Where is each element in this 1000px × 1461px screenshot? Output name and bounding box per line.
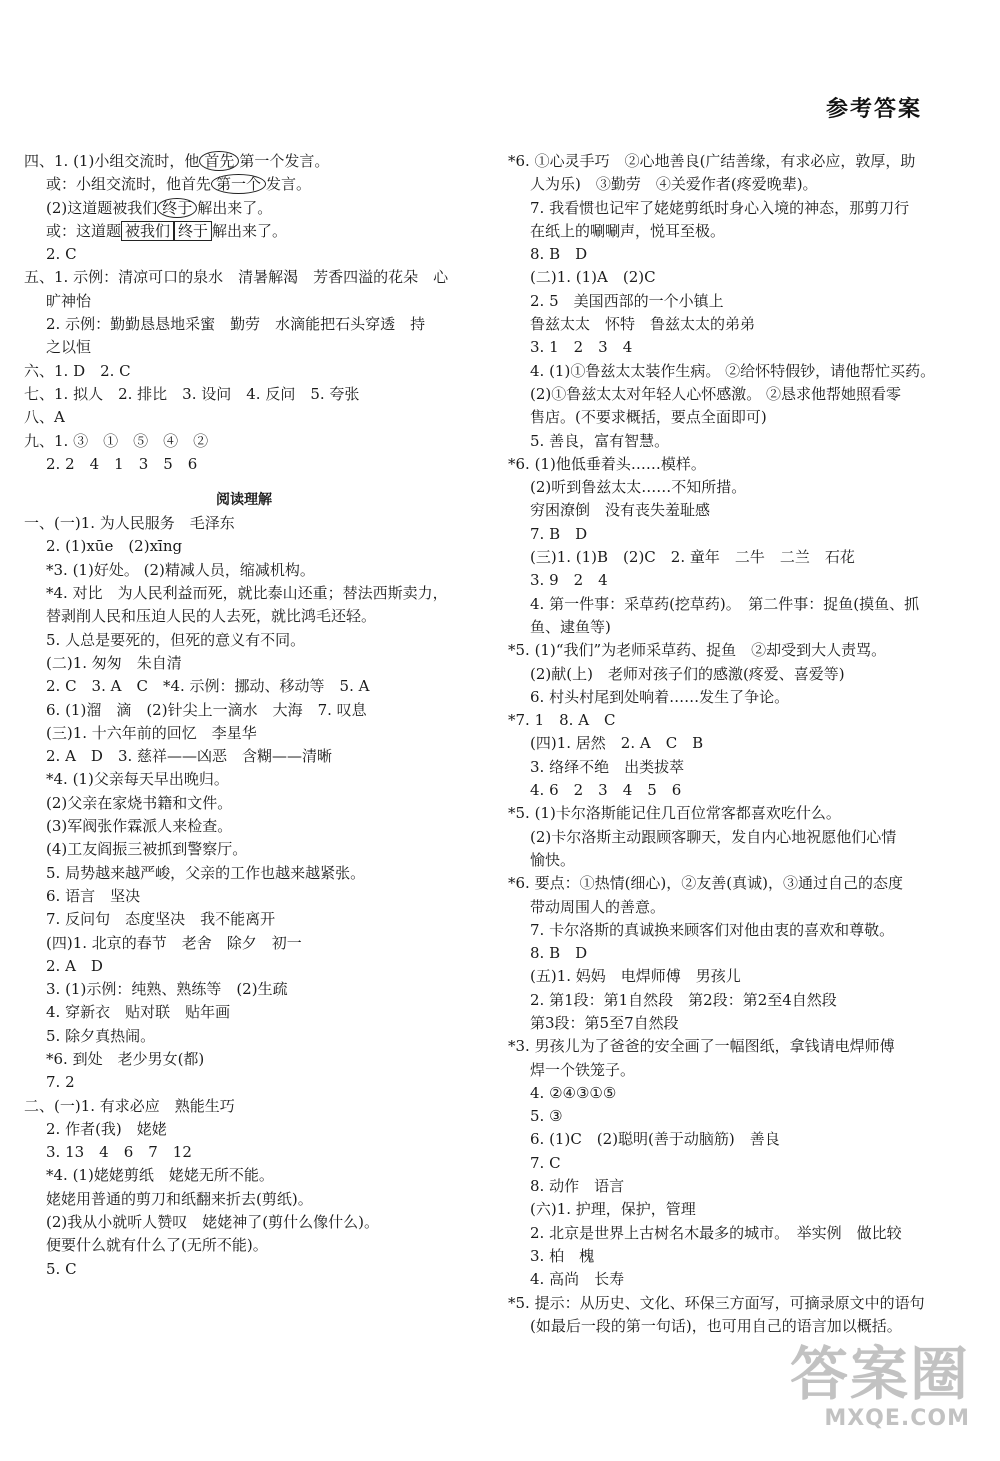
text-segment: (2)这道题被我们 (46, 198, 158, 217)
answer-line: 第3段：第5至7自然段 (530, 1013, 679, 1032)
answer-line: (3)军阀张作霖派人来检查。 (46, 817, 233, 836)
answer-line: 带动周围人的善意。 (530, 897, 666, 916)
answer-line: 6. 村头村尾到处响着……发生了争论。 (530, 687, 790, 706)
answer-line: (二)1. (1)A (2)C (530, 268, 656, 287)
answer-line: 3. 络绎不绝 出类拔萃 (530, 757, 685, 776)
answer-line (24, 150, 464, 173)
answer-line: (五)1. 妈妈 电焊师傅 男孩儿 (530, 967, 741, 986)
answer-line: *5. 提示：从历史、文化、环保三方面写，可摘录原文中的语句 (508, 1293, 925, 1312)
circled-word: 第一个 (211, 174, 266, 194)
answer-line (24, 197, 464, 220)
answer-line: 2. 示例：勤勤恳恳地采蜜 勤劳 水滴能把石头穿透 持 (46, 315, 426, 334)
answer-line: 2. 5 美国西部的一个小镇上 (530, 291, 724, 310)
answer-line: 七、1. 拟人 2. 排比 3. 设问 4. 反问 5. 夸张 (24, 384, 360, 403)
answer-line: (二)1. 匆匆 朱自清 (46, 653, 182, 672)
answer-line: (三)1. (1)B (2)C 2. 童年 二牛 二兰 石花 (530, 548, 855, 567)
answer-line: (2)听到鲁兹太太……不知所措。 (530, 478, 747, 497)
answer-line: 替剥削人民和压迫人民的人去死，就比鸿毛还轻。 (46, 607, 377, 626)
answer-line: 愉快。 (530, 850, 576, 869)
answer-line: 7. 反问句 态度坚决 我不能离开 (46, 910, 276, 929)
watermark (790, 1342, 970, 1431)
right-column (508, 150, 948, 1338)
watermark-logo: 答案圈 (789, 1340, 970, 1408)
circled-word: 终于 (157, 198, 197, 218)
answer-line: 3. 9 2 4 (530, 571, 608, 590)
answer-line: 九、1. ③ ① ⑤ ④ ② (24, 431, 209, 450)
answer-line: 5. ③ (530, 1107, 563, 1126)
answer-line: 6. (1)C (2)聪明(善于动脑筋) 善良 (530, 1130, 780, 1149)
answer-line: 2. (1)xūe (2)xīng (46, 537, 183, 556)
answer-line: *4. (1)姥姥剪纸 姥姥无所不能。 (46, 1166, 274, 1185)
answer-line: (2)父亲在家烧书籍和文件。 (46, 793, 233, 812)
answer-line: (六)1. 护理，保护，管理 (530, 1200, 696, 1219)
answer-line: 6. (1)溜 滴 (2)针尖上一滴水 大海 7. 叹息 (46, 700, 367, 719)
answer-line: 5. 人总是要死的，但死的意义有不同。 (46, 630, 306, 649)
answer-line: (三)1. 十六年前的回忆 李星华 (46, 723, 257, 742)
answer-line (24, 220, 464, 243)
answer-line: 2. 第1段：第1自然段 第2段：第2至4自然段 (530, 990, 837, 1009)
answer-line: *6. 要点：①热情(细心)，②友善(真诚)，③通过自己的态度 (508, 874, 903, 893)
answer-line: 八、A (24, 408, 65, 427)
boxed-word: 被我们 (121, 221, 174, 241)
answer-line: *3. 男孩儿为了爸爸的安全画了一幅图纸，拿钱请电焊师傅 (508, 1037, 895, 1056)
page-title: 参考答案 (825, 97, 922, 122)
answer-line: 人为乐) ③勤劳 ④关爱作者(疼爱晚辈)。 (530, 175, 818, 194)
answer-line: 鱼、逮鱼等) (530, 617, 611, 636)
answer-line: 2. 2 4 1 3 5 6 (46, 454, 198, 473)
answer-line: 8. 动作 语言 (530, 1177, 625, 1196)
answer-line: 8. B D (530, 944, 588, 963)
answer-line: 6. 语言 坚决 (46, 886, 141, 905)
answer-line: 五、1. 示例：清凉可口的泉水 清暑解渴 芳香四溢的花朵 心 (24, 268, 449, 287)
answer-line: 在纸上的唰唰声，悦耳至极。 (530, 221, 726, 240)
answer-line: (四)1. 居然 2. A C B (530, 734, 704, 753)
answer-line: *4. (1)父亲每天早出晚归。 (46, 770, 229, 789)
answer-line: (四)1. 北京的春节 老舍 除夕 初一 (46, 933, 302, 952)
answer-line: 2. C 3. A C *4. 示例：挪动、移动等 5. A (46, 677, 370, 696)
answer-line: 5. 除夕真热闹。 (46, 1026, 156, 1045)
answer-line: *4. 对比 为人民利益而死，就比泰山还重；替法西斯卖力， (46, 584, 448, 603)
watermark-url: MXQE.COM (824, 1406, 970, 1431)
answer-line: 3. 柏 槐 (530, 1246, 595, 1265)
answer-line: 售店。(不要求概括，要点全面即可) (530, 408, 767, 427)
text-segment: 解出来了。 (212, 221, 288, 240)
answer-line: 便要什么就有什么了(无所不能)。 (46, 1236, 268, 1255)
answer-line: 鲁兹太太 怀特 鲁兹太太的弟弟 (530, 315, 756, 334)
answer-line: 3. 1 2 3 4 (530, 338, 633, 357)
answer-line: (2)献(上) 老师对孩子们的感激(疼爱、喜爱等) (530, 664, 845, 683)
answer-line: 7. 卡尔洛斯的真诚换来顾客们对他由衷的喜欢和尊敬。 (530, 920, 895, 939)
answer-line: 7. B D (530, 524, 588, 543)
text-segment: 发言。 (266, 175, 312, 194)
answer-line: 六、1. D 2. C (24, 361, 131, 380)
text-segment: 或：小组交流时，他首先 (46, 175, 212, 194)
answer-line: 5. 局势越来越严峻，父亲的工作也越来越紧张。 (46, 863, 366, 882)
text-segment: 解出来了。 (197, 198, 273, 217)
answer-line: 焊一个铁笼子。 (530, 1060, 636, 1079)
answer-line: (2)①鲁兹太太对年轻人心怀感激。 ②恳求他帮她照看零 (530, 384, 902, 403)
answer-line: 7. 2 (46, 1073, 75, 1092)
answer-line: 2. A D (46, 956, 103, 975)
answer-line: 7. C (530, 1153, 561, 1172)
answer-line: 4. 6 2 3 4 5 6 (530, 781, 682, 800)
answer-line: 8. B D (530, 245, 588, 264)
answer-line: *3. (1)好处。 (2)精减人员，缩减机构。 (46, 560, 315, 579)
answer-line: 7. 我看惯也记牢了姥姥剪纸时身心入境的神态，那剪刀行 (530, 198, 910, 217)
section-title: 阅读理解 (216, 492, 272, 509)
answer-line: *5. (1)卡尔洛斯能记住几百位常客都喜欢吃什么。 (508, 804, 841, 823)
answer-line: *7. 1 8. A C (508, 711, 616, 730)
answer-line: 之以恒 (46, 338, 92, 357)
answer-line: 5. C (46, 1259, 77, 1278)
text-segment: 或：这道题 (46, 221, 122, 240)
answer-line: 2. 北京是世界上古树名木最多的城市。 举实例 做比较 (530, 1223, 902, 1242)
answer-line: (2)卡尔洛斯主动跟顾客聊天，发自内心地祝愿他们心情 (530, 827, 897, 846)
answer-line: 姥姥用普通的剪刀和纸翻来折去(剪纸)。 (46, 1189, 313, 1208)
answer-line: 3. (1)示例：纯熟、熟练等 (2)生疏 (46, 980, 288, 999)
answer-line: 3. 13 4 6 7 12 (46, 1143, 192, 1162)
answer-line: 4. ②④③①⑤ (530, 1083, 617, 1102)
answer-line: 穷困潦倒 没有丧失羞耻感 (530, 501, 711, 520)
answer-line: 4. 第一件事：采草药(挖草药)。 第二件事：捉鱼(摸鱼、抓 (530, 594, 920, 613)
answer-line: 5. 善良，富有智慧。 (530, 431, 670, 450)
answer-line: 2. 作者(我) 姥姥 (46, 1119, 167, 1138)
answer-line: 一、(一)1. 为人民服务 毛泽东 (24, 514, 235, 533)
answer-line: *6. ①心灵手巧 ②心地善良(广结善缘，有求必应，敦厚，助 (508, 152, 916, 170)
answer-line: 4. 穿新衣 贴对联 贴年画 (46, 1003, 231, 1022)
text-segment: 第一个发言。 (239, 152, 330, 170)
text-segment: 四、1. (1)小组交流时，他 (24, 152, 200, 170)
answer-line: 二、(一)1. 有求必应 熟能生巧 (24, 1096, 235, 1115)
answer-line: 2. A D 3. 慈祥——凶恶 含糊——清晰 (46, 747, 333, 766)
answer-line: 2. C (46, 245, 77, 264)
left-column (24, 150, 464, 1281)
answer-line: 4. 高尚 长寿 (530, 1270, 625, 1289)
answer-line: (如最后一段的第一句话)，也可用自己的语言加以概括。 (530, 1316, 902, 1335)
answer-line: (2)我从小就听人赞叹 姥姥神了(剪什么像什么)。 (46, 1213, 379, 1232)
boxed-word: 终于 (174, 221, 212, 241)
answer-line: 4. (1)①鲁兹太太装作生病。 ②给怀特假钞，请他帮忙买药。 (530, 361, 936, 380)
answer-line: *6. (1)他低垂着头……模样。 (508, 454, 706, 473)
answer-line: 旷神怡 (46, 291, 92, 310)
answer-line: *6. 到处 老少男女(都) (46, 1049, 205, 1068)
answer-line: *5. (1)“我们”为老师采草药、捉鱼 ②却受到大人责骂。 (508, 641, 887, 660)
circled-word: 首先 (199, 151, 239, 171)
answer-line: (4)工友阎振三被抓到警察厅。 (46, 840, 248, 859)
answer-line (24, 173, 464, 196)
